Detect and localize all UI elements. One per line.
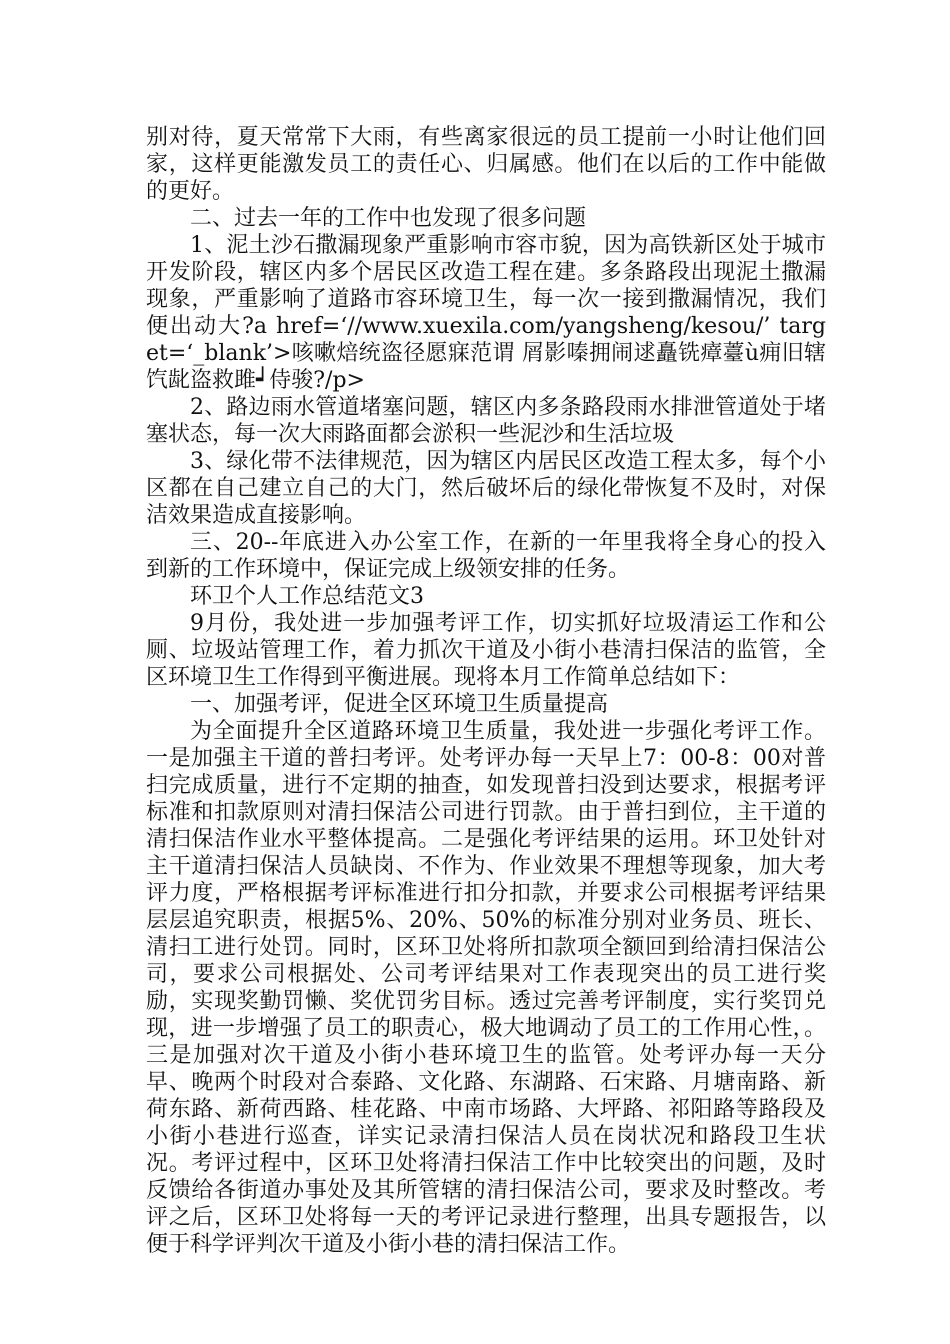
paragraph-1: 别对待，夏天常常下大雨，有些离家很远的员工提前一小时让他们回家，这样更能激发员工的责任心、归属感。他们在以后的工作中能做的更好。 xyxy=(146,125,826,204)
paragraph-problem-3: 3、绿化带不法律规范，因为辖区内居民区改造工程太多，每个小区都在自己建立自己的大门，然后破坏后的绿化带恢复不及时，对保洁效果造成直接影响。 xyxy=(146,449,826,528)
paragraph-evaluation: 为全面提升全区道路环境卫生质量，我处进一步强化考评工作。一是加强主干道的普扫考评。处考评办每一天早上7：00-8：00对普扫完成质量，进行不定期的抽查，如发现普扫没到达要求，根据考评标准和扣款原则对清扫保洁公司进行罚款。由于普扫到位，主干道的清扫保洁作业水平整体提高。二是强化考评结果的运用。环卫处针对主干道清扫保洁人员缺岗、不作为、作业效果不理想等现象，加大考评力度，严格根据考评标准进行扣分扣款，并要求公司根据考评结果层层追究职责，根据5%、20%、50%的标准分别对业务员、班长、清扫工进行处罚。同时，区环卫处将所扣款项全额回到给清扫保洁公司，要求公司根据处、公司考评结果对工作表现突出的员工进行奖励，实现奖勤罚懒、奖优罚劣目标。透过完善考评制度，实行奖罚兑现，进一步增强了员工的职责心，极大地调动了员工的工作用心性，。三是加强对次干道及小街小巷环境卫生的监管。处考评办每一天分早、晚两个时段对合泰路、文化路、东湖路、石宋路、月塘南路、新荷东路、新荷西路、桂花路、中南市场路、大坪路、祁阳路等路段及小街小巷进行巡查，详实记录清扫保洁人员在岗状况和路段卫生状况。考评过程中，区环卫处将清扫保洁工作中比较突出的问题，及时反馈给各街道办事处及其所管辖的清扫保洁公司，要求及时整改。考评之后，区环卫处将每一天的考评记录进行整理，出具专题报告，以便于科学评判次干道及小街小巷的清扫保洁工作。 xyxy=(146,719,826,1257)
section-heading-plan: 三、20--年底进入办公室工作，在新的一年里我将全身心的投入到新的工作环境中，保证完成上级领安排的任务。 xyxy=(146,530,826,582)
paragraph-intro: 9月份，我处进一步加强考评工作，切实抓好垃圾清运工作和公厕、垃圾站管理工作，着力抓次干道及小街小巷清扫保洁的监管，全区环境卫生工作得到平衡进展。现将本月工作简单总结如下： xyxy=(146,611,826,690)
section-heading-evaluation: 一、加强考评，促进全区环境卫生质量提高 xyxy=(190,692,609,717)
document-body xyxy=(146,124,826,1258)
paragraph-problem-2: 2、路边雨水管道堵塞问题，辖区内多条路段雨水排泄管道处于堵塞状态，每一次大雨路面都会淤积一些泥沙和生活垃圾 xyxy=(146,395,826,447)
article-title: 环卫个人工作总结范文3 xyxy=(190,584,424,609)
section-heading-problems: 二、过去一年的工作中也发现了很多问题 xyxy=(190,206,587,231)
paragraph-problem-1: 1、泥土沙石撒漏现象严重影响市容市貌，因为高铁新区处于城市开发阶段，辖区内多个居民区改造工程在建。多条路段出现泥土撒漏现象，严重影响了道路市容环境卫生，每一次一接到撒漏情况，我们便出动大?a href=‘//www.xuexila.com/yangsheng/kesou/’ target=‘_blank’>咳嗽焙统盗径愿寐范谓 屑影嗪拥闹逑矗铣瘴薹ù痈旧辖饩龀盗救雎┙侍骏?/p> xyxy=(146,233,826,393)
